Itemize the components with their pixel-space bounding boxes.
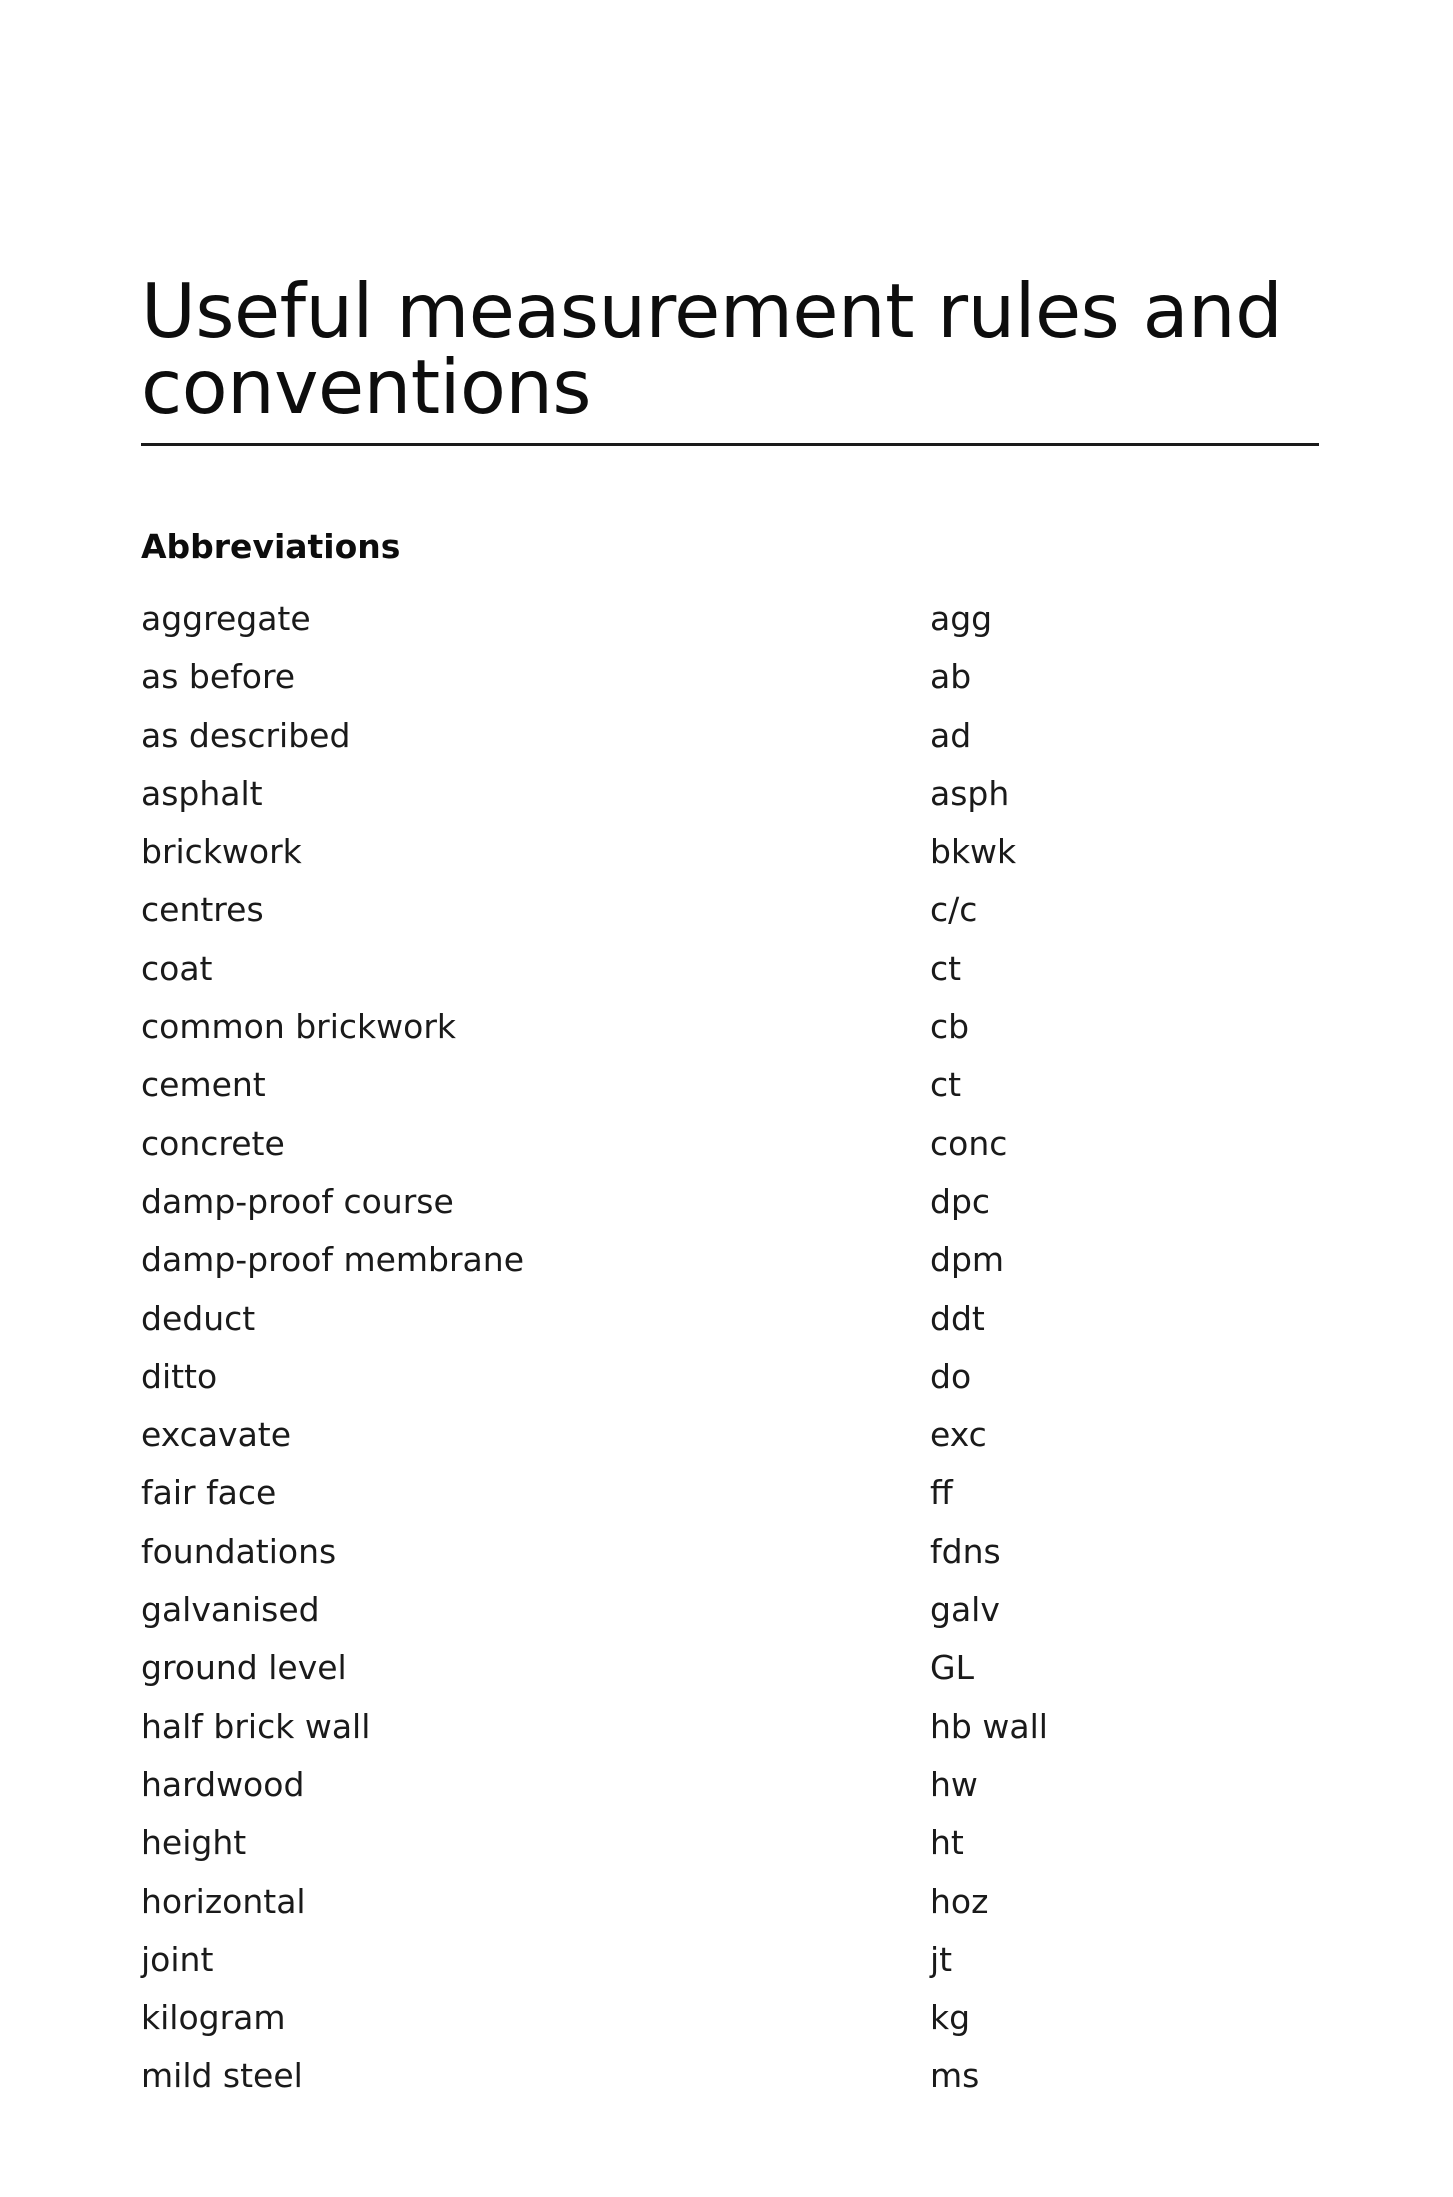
abbreviation-short-form: galv: [930, 1590, 1000, 1630]
abbreviation-list: [141, 594, 1319, 2110]
abbreviation-short-form: GL: [930, 1648, 974, 1688]
abbreviation-row: [141, 1177, 1319, 1235]
abbreviation-short-form: c/c: [930, 890, 978, 930]
abbreviation-row: [141, 944, 1319, 1002]
abbreviation-short-form: ct: [930, 1065, 962, 1105]
abbreviation-row: [141, 1877, 1319, 1935]
abbreviation-term: as described: [141, 715, 351, 755]
abbreviation-row: [141, 1993, 1319, 2051]
abbreviation-row: [141, 2051, 1319, 2109]
abbreviation-term: fair face: [141, 1473, 277, 1513]
document-page: [141, 0, 1319, 2197]
abbreviation-short-form: bkwk: [930, 832, 1017, 872]
abbreviation-short-form: do: [930, 1356, 972, 1396]
abbreviation-term: deduct: [141, 1298, 256, 1338]
abbreviation-row: [141, 1468, 1319, 1526]
abbreviation-short-form: ct: [930, 948, 962, 988]
abbreviation-term: galvanised: [141, 1590, 320, 1630]
abbreviation-row: [141, 1235, 1319, 1293]
abbreviation-term: asphalt: [141, 773, 263, 813]
abbreviation-short-form: ht: [930, 1823, 964, 1863]
abbreviation-row: [141, 1643, 1319, 1701]
abbreviation-row: [141, 1818, 1319, 1876]
abbreviation-row: [141, 1119, 1319, 1177]
abbreviation-term: ditto: [141, 1356, 218, 1396]
abbreviation-term: horizontal: [141, 1881, 306, 1921]
page-title-line-2: conventions: [141, 343, 591, 431]
abbreviation-term: ground level: [141, 1648, 347, 1688]
abbreviation-row: [141, 711, 1319, 769]
abbreviation-term: damp-proof membrane: [141, 1240, 524, 1280]
abbreviation-row: [141, 885, 1319, 943]
abbreviation-short-form: fdns: [930, 1531, 1001, 1571]
page-title: [141, 267, 1319, 431]
abbreviation-row: [141, 1002, 1319, 1060]
abbreviation-term: excavate: [141, 1415, 292, 1455]
abbreviation-row: [141, 827, 1319, 885]
abbreviation-short-form: kg: [930, 1998, 971, 2038]
abbreviation-short-form: ff: [930, 1473, 953, 1513]
abbreviation-row: [141, 1702, 1319, 1760]
page-title-line-1: Useful measurement rules and: [141, 267, 1283, 355]
abbreviation-short-form: ddt: [930, 1298, 985, 1338]
abbreviation-term: kilogram: [141, 1998, 286, 2038]
abbreviation-short-form: exc: [930, 1415, 987, 1455]
abbreviation-term: hardwood: [141, 1764, 305, 1804]
abbreviation-term: joint: [141, 1939, 214, 1979]
abbreviation-short-form: ab: [930, 657, 972, 697]
abbreviation-term: centres: [141, 890, 264, 930]
abbreviation-short-form: dpc: [930, 1181, 991, 1221]
abbreviation-short-form: agg: [930, 599, 993, 638]
abbreviation-row: [141, 1935, 1319, 1993]
abbreviation-short-form: ad: [930, 715, 972, 755]
abbreviation-short-form: hoz: [930, 1881, 989, 1921]
abbreviation-row: [141, 1585, 1319, 1643]
abbreviation-row: [141, 1410, 1319, 1468]
abbreviation-term: damp-proof course: [141, 1181, 454, 1221]
abbreviation-short-form: ms: [930, 2056, 980, 2096]
abbreviation-term: height: [141, 1823, 247, 1863]
abbreviation-short-form: dpm: [930, 1240, 1005, 1280]
abbreviation-term: concrete: [141, 1123, 285, 1163]
abbreviation-term: cement: [141, 1065, 266, 1105]
abbreviation-term: mild steel: [141, 2056, 303, 2096]
abbreviation-term: as before: [141, 657, 296, 697]
abbreviation-row: [141, 1060, 1319, 1118]
abbreviation-row: [141, 769, 1319, 827]
abbreviation-short-form: jt: [930, 1939, 953, 1979]
abbreviation-row: [141, 1352, 1319, 1410]
abbreviation-row: [141, 1527, 1319, 1585]
abbreviation-short-form: conc: [930, 1123, 1008, 1163]
abbreviation-term: brickwork: [141, 832, 302, 872]
title-divider: [141, 443, 1319, 446]
abbreviation-short-form: asph: [930, 773, 1010, 813]
abbreviation-row: [141, 1294, 1319, 1352]
abbreviation-short-form: cb: [930, 1007, 970, 1047]
abbreviation-short-form: hw: [930, 1764, 978, 1804]
abbreviation-row: [141, 652, 1319, 710]
abbreviation-short-form: hb wall: [930, 1706, 1048, 1746]
section-heading-abbreviations: Abbreviations: [141, 527, 401, 566]
abbreviation-row: [141, 594, 1319, 652]
abbreviation-term: common brickwork: [141, 1007, 457, 1047]
abbreviation-term: foundations: [141, 1531, 337, 1571]
abbreviation-row: [141, 1760, 1319, 1818]
abbreviation-term: coat: [141, 948, 213, 988]
abbreviation-term: half brick wall: [141, 1706, 371, 1746]
abbreviation-term: aggregate: [141, 599, 311, 638]
